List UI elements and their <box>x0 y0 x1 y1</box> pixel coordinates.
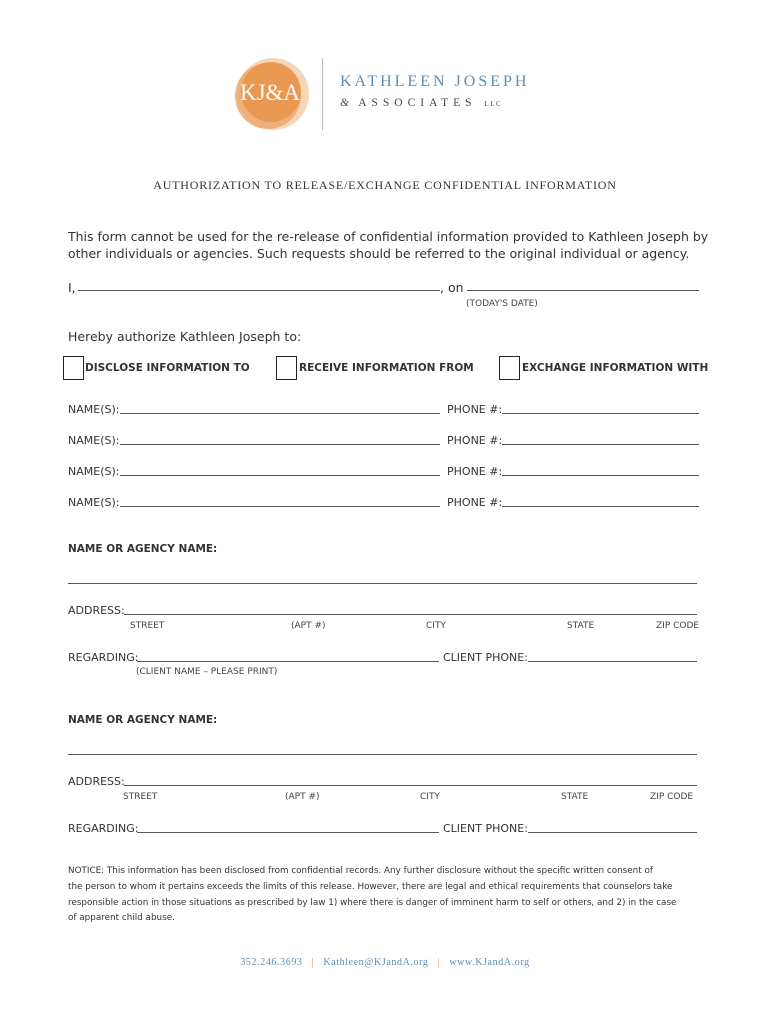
address-field-1[interactable] <box>124 614 697 615</box>
disclose-label: DISCLOSE INFORMATION TO <box>85 362 250 374</box>
phone-label-1: PHONE #: <box>447 403 503 416</box>
phone-field-3[interactable] <box>502 475 699 476</box>
receive-checkbox[interactable] <box>276 356 297 380</box>
footer <box>0 957 770 968</box>
date-field[interactable] <box>467 290 699 291</box>
footer-email[interactable]: Kathleen@KJandA.org <box>323 957 429 968</box>
client-phone-label-2: CLIENT PHONE: <box>443 822 528 835</box>
phone-label-3: PHONE #: <box>447 465 503 478</box>
authorize-text: Hereby authorize Kathleen Joseph to: <box>68 329 302 344</box>
names-label-2: NAME(S): <box>68 434 120 447</box>
names-field-4[interactable] <box>120 506 440 507</box>
regarding-label-2: REGARDING: <box>68 822 139 835</box>
exchange-checkbox[interactable] <box>499 356 520 380</box>
zip-caption-2: ZIP CODE <box>650 792 694 802</box>
logo-divider <box>322 58 323 130</box>
footer-website[interactable]: www.KJandA.org <box>449 957 530 968</box>
agency-heading-1: NAME OR AGENCY NAME: <box>68 543 218 555</box>
name-field[interactable] <box>78 290 440 291</box>
footer-phone: 352.246.3693 <box>240 957 303 968</box>
regarding-field-2[interactable] <box>137 832 439 833</box>
logo-monogram: KJ&A <box>239 80 301 105</box>
client-phone-label-1: CLIENT PHONE: <box>443 651 528 664</box>
state-caption-2: STATE <box>561 792 589 802</box>
company-amp: & <box>340 97 351 109</box>
client-name-caption: (CLIENT NAME – PLEASE PRINT) <box>136 667 278 677</box>
address-field-2[interactable] <box>124 785 697 786</box>
names-label-4: NAME(S): <box>68 496 120 509</box>
phone-label-2: PHONE #: <box>447 434 503 447</box>
address-label-1: ADDRESS: <box>68 604 125 617</box>
names-label-1: NAME(S): <box>68 403 120 416</box>
notice-line-4: of apparent child abuse. <box>68 913 175 923</box>
street-caption-2: STREET <box>123 792 158 802</box>
receive-label: RECEIVE INFORMATION FROM <box>299 362 474 374</box>
names-field-3[interactable] <box>120 475 440 476</box>
disclose-checkbox[interactable] <box>63 356 84 380</box>
exchange-label: EXCHANGE INFORMATION WITH <box>522 362 709 374</box>
zip-caption-1: ZIP CODE <box>656 621 700 631</box>
notice-line-3: responsible action in those situations as prescribed by law 1) where there is danger of imminent harm to self or others, and 2) in the case <box>68 898 677 908</box>
footer-separator-1: | <box>311 957 315 968</box>
i-label: I, <box>68 280 76 295</box>
intro-line-1: This form cannot be used for the re-release of confidential information provided to Kathleen Joseph by <box>68 229 709 244</box>
agency-heading-2: NAME OR AGENCY NAME: <box>68 714 218 726</box>
agency-name-field-2[interactable] <box>68 754 697 755</box>
client-phone-field-1[interactable] <box>528 661 697 662</box>
apt-caption-1: (APT #) <box>291 621 326 631</box>
phone-field-4[interactable] <box>502 506 699 507</box>
date-caption: (TODAY'S DATE) <box>466 299 538 309</box>
names-field-1[interactable] <box>120 413 440 414</box>
regarding-field-1[interactable] <box>137 661 439 662</box>
footer-separator-2: | <box>437 957 441 968</box>
apt-caption-2: (APT #) <box>285 792 320 802</box>
regarding-label-1: REGARDING: <box>68 651 139 664</box>
on-label: , on <box>440 280 464 295</box>
agency-name-field-1[interactable] <box>68 583 697 584</box>
street-caption-1: STREET <box>130 621 165 631</box>
page-title: AUTHORIZATION TO RELEASE/EXCHANGE CONFIDENTIAL INFORMATION <box>153 178 617 192</box>
names-label-3: NAME(S): <box>68 465 120 478</box>
phone-label-4: PHONE #: <box>447 496 503 509</box>
company-name: KATHLEEN JOSEPH <box>340 73 530 90</box>
address-label-2: ADDRESS: <box>68 775 125 788</box>
state-caption-1: STATE <box>567 621 595 631</box>
phone-field-2[interactable] <box>502 444 699 445</box>
client-phone-field-2[interactable] <box>528 832 697 833</box>
company-subtitle <box>340 97 502 109</box>
city-caption-2: CITY <box>420 792 440 802</box>
phone-field-1[interactable] <box>502 413 699 414</box>
notice-line-2: the person to whom it pertains exceeds the limits of this release. However, there are legal and ethical requirements that counselors take <box>68 882 673 892</box>
company-associates: ASSOCIATES <box>358 97 477 109</box>
names-field-2[interactable] <box>120 444 440 445</box>
city-caption-1: CITY <box>426 621 446 631</box>
company-llc: LLC <box>484 100 503 108</box>
notice-line-1: NOTICE: This information has been disclosed from confidential records. Any further disclosure without the specific written consent of <box>68 866 653 876</box>
intro-line-2: other individuals or agencies. Such requests should be referred to the original individual or agency. <box>68 246 690 261</box>
